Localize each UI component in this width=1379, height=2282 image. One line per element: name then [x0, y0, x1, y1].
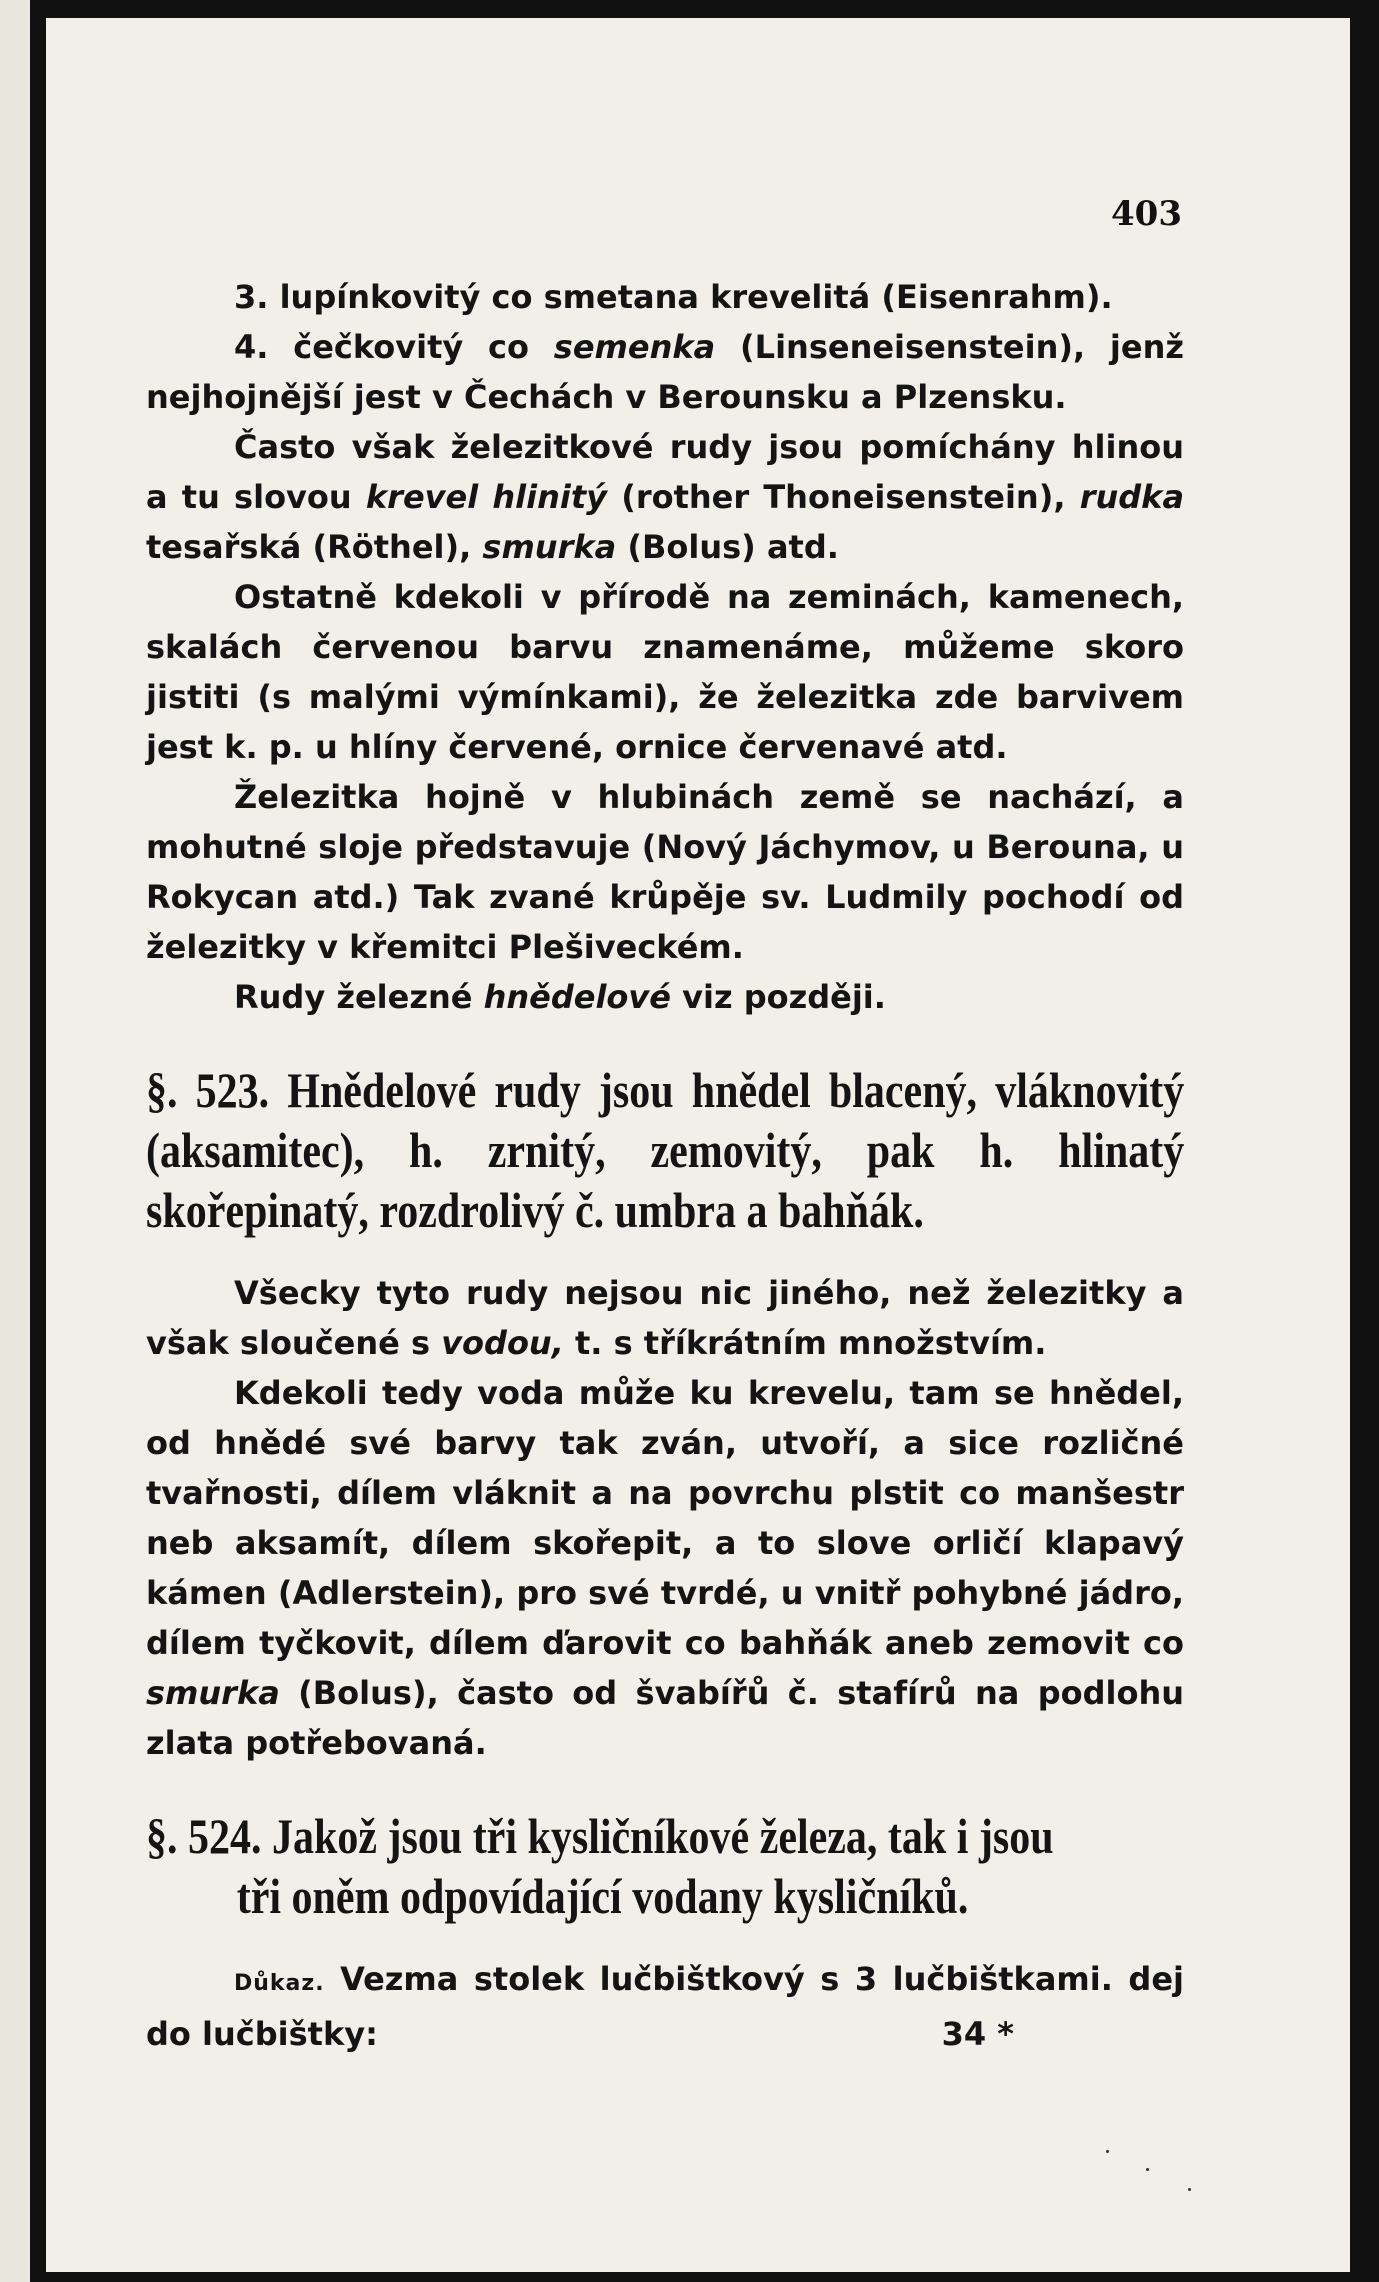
paragraph-text: Rudy železné	[234, 978, 484, 1016]
page-body	[146, 272, 1184, 2059]
emphasis-term: krevel hlinitý	[365, 478, 607, 516]
paragraph-dukaz	[146, 1954, 1184, 2059]
section-heading-524	[146, 1806, 1184, 1926]
proof-label: Důkaz.	[234, 1971, 325, 1996]
paragraph-text: (rother Thoneisenstein),	[607, 478, 1080, 516]
paragraph-vsecky	[146, 1268, 1184, 1368]
paragraph-text: Vezma stolek lučbištkový s 3 lučbištkami. dej do lučbištky:	[146, 1960, 1184, 2053]
paragraph-rudy	[146, 972, 1184, 1022]
emphasis-term: vodou,	[441, 1324, 564, 1362]
paragraph-text: tesařská (Röthel),	[146, 528, 483, 566]
paragraph-text: Kdekoli tedy voda může ku krevelu, tam se hnědel, od hnědé své barvy tak zván, utvoří, a sice rozličné tvařnosti, dílem vláknit a na povrchu plstit co manšestr neb aksamít, dílem skořepit, a to slove orličí klapavý kámen (Adlerstein), pro své tvrdé, u vnitř pohybné jádro, dílem tyčkovit, dílem ďarovit co bahňák aneb zemovit co	[146, 1374, 1184, 1662]
heading-line: tři oněm odpovídající vodany kysličníků.	[236, 1868, 969, 1924]
paragraph-text: viz později.	[670, 978, 886, 1016]
paragraph-text: 4. čečkovitý co	[234, 328, 554, 366]
emphasis-term: hnědelové	[483, 978, 671, 1016]
paragraph-zelezitka: Železitka hojně v hlubinách země se nachází, a mohutné sloje představuje (Nový Jáchymov, u Berouna, u Rokycan atd.) Tak zvané krůpěje sv. Ludmily pochodí od železitky v křemitci Plešiveckém.	[146, 778, 1184, 966]
page-number: 403	[1111, 194, 1182, 234]
speck	[1146, 2168, 1149, 2171]
paragraph-text: (Linseneisenstein), jenž nejhojnější jest v Čechách v Berounsku a Plzensku.	[146, 328, 1184, 416]
paragraph-text: (Bolus), často od švabířů č. stafírů na podlohu zlata potřebovaná.	[146, 1674, 1184, 1762]
adjacent-page-edge	[0, 0, 36, 2282]
signature-mark: 34 *	[941, 2015, 1014, 2053]
paragraph-text: Všecky tyto rudy nejsou nic jiného, než železitky a však sloučené s	[146, 1274, 1184, 1362]
book-page	[46, 18, 1350, 2272]
emphasis-term: smurka	[146, 1674, 280, 1712]
paragraph-lupinkovity: 3. lupínkovitý co smetana krevelitá (Eisenrahm).	[234, 278, 1113, 316]
paragraph-text: t. s tříkrátním množstvím.	[563, 1324, 1047, 1362]
emphasis-term: rudka	[1079, 478, 1185, 516]
paragraph-text: Často však železitkové rudy jsou pomíchány hlinou a tu slovou	[146, 428, 1184, 516]
section-heading-523: §. 523. Hnědelové rudy jsou hnědel blacený, vláknovitý (aksamitec), h. zrnitý, zemovitý, pak h. hlinatý skořepinatý, rozdrolivý č. umbra a bahňák.	[146, 1062, 1185, 1238]
speck	[1106, 2150, 1109, 2153]
paragraph-ceckovity	[146, 322, 1184, 422]
paragraph-ostatne: Ostatně kdekoli v přírodě na zeminách, kamenech, skalách červenou barvu znamenáme, můžeme skoro jistiti (s malými výmínkami), že železitka zde barvivem jest k. p. u hlíny červené, ornice červenavé atd.	[146, 578, 1184, 766]
paragraph-text: (Bolus) atd.	[616, 528, 839, 566]
emphasis-term: smurka	[482, 528, 617, 566]
paragraph-casto	[146, 422, 1184, 572]
paragraph-kdekoli	[146, 1368, 1184, 1768]
heading-line: §. 524. Jakož jsou tři kysličníkové železa, tak i jsou	[146, 1808, 1054, 1864]
speck	[1188, 2188, 1191, 2191]
emphasis-term: semenka	[553, 328, 716, 366]
